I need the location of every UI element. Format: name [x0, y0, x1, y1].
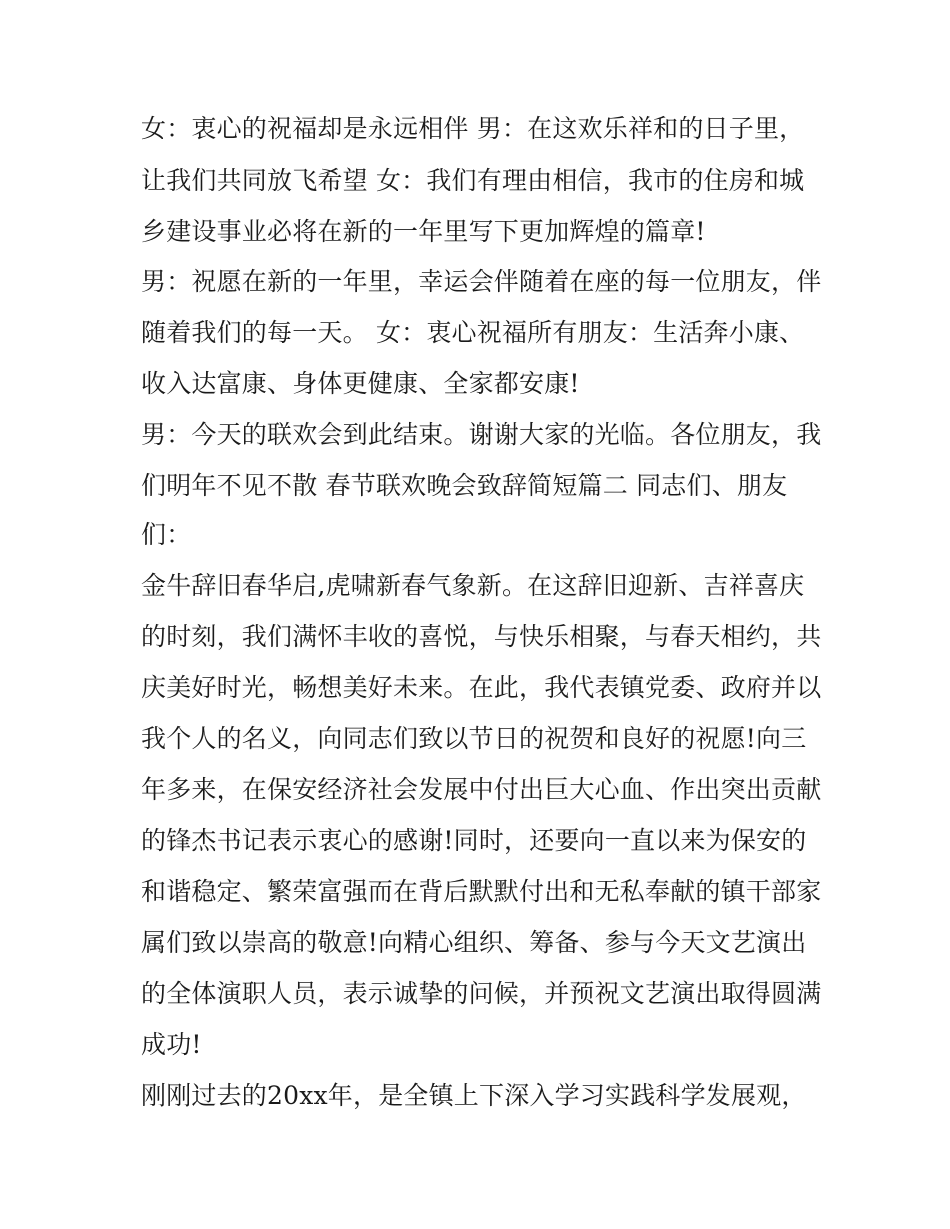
- text-line: 女：衷心的祝福却是永远相伴 男：在这欢乐祥和的日子里，: [141, 114, 805, 143]
- text-line: 刚刚过去的20xx年，是全镇上下深入学习实践科学发展观，: [141, 1081, 807, 1110]
- text-line: 的锋杰书记表示衷心的感谢!同时，还要向一直以来为保安的: [141, 826, 807, 855]
- text-line: 庆美好时光，畅想美好未来。在此，我代表镇党委、政府并以: [141, 673, 822, 702]
- text-line: 收入达富康、身体更健康、全家都安康!: [141, 369, 580, 398]
- text-line: 金牛辞旧春华启,虎啸新春气象新。在这辞旧迎新、吉祥喜庆: [141, 571, 805, 600]
- text-line: 男：今天的联欢会到此结束。谢谢大家的光临。各位朋友，我: [141, 420, 822, 449]
- text-line: 和谐稳定、繁荣富强而在背后默默付出和无私奉献的镇干部家: [141, 877, 822, 906]
- text-line: 们：: [141, 520, 192, 549]
- text-line: 年多来，在保安经济社会发展中付出巨大心血、作出突出贡献: [141, 775, 822, 804]
- text-line: 们明年不见不散 春节联欢晚会致辞简短篇二 同志们、朋友: [141, 471, 788, 500]
- text-line: 男：祝愿在新的一年里，幸运会伴随着在座的每一位朋友，伴: [141, 267, 822, 296]
- text-line: 的时刻，我们满怀丰收的喜悦，与快乐相聚，与春天相约，共: [141, 622, 822, 651]
- text-line: 我个人的名义，向同志们致以节日的祝贺和良好的祝愿!向三: [141, 724, 807, 753]
- text-line: 让我们共同放飞希望 女：我们有理由相信，我市的住房和城: [141, 166, 805, 195]
- text-line: 成功!: [141, 1030, 202, 1059]
- text-line: 的全体演职人员，表示诚挚的问候，并预祝文艺演出取得圆满: [141, 979, 822, 1008]
- text-line: 属们致以崇高的敬意!向精心组织、筹备、参与今天文艺演出: [141, 928, 807, 957]
- text-line: 乡建设事业必将在新的一年里写下更加辉煌的篇章!: [141, 217, 706, 246]
- text-line: 随着我们的每一天。 女：衷心祝福所有朋友：生活奔小康、: [141, 318, 805, 347]
